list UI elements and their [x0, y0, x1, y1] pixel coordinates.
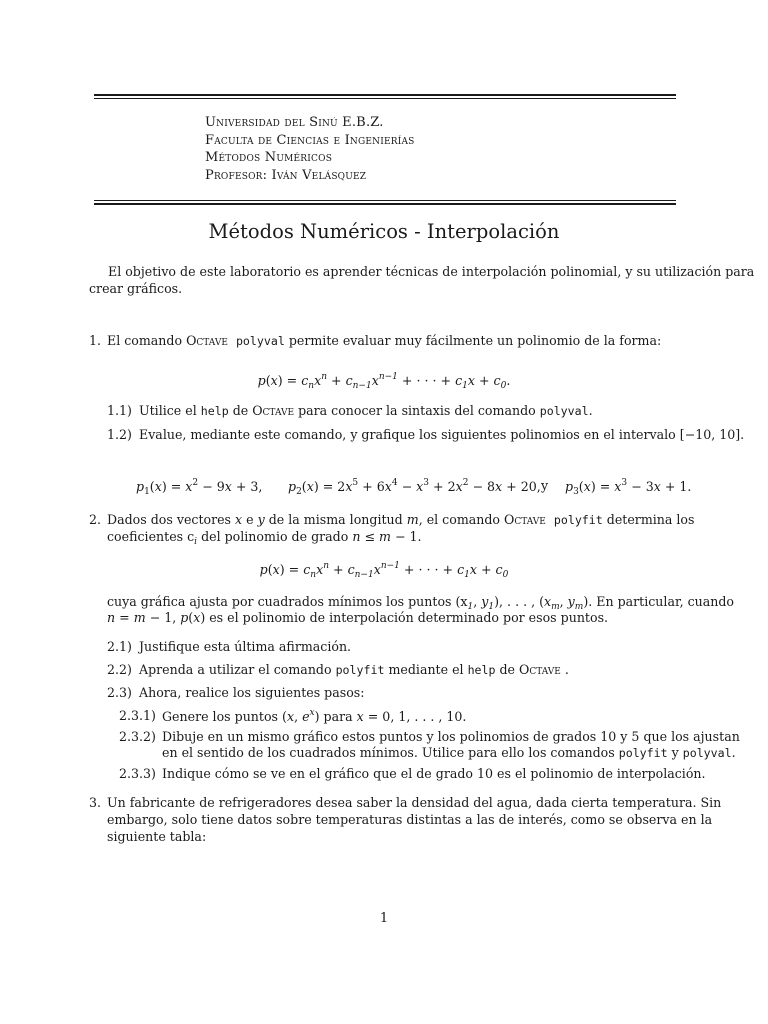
q1-polynomial-formula: $p(x) = c_nx^n + c_{n-1}x^{n-1}$ + · · · + $c_1x + c_0$. [257, 372, 511, 391]
top-rule-thin [94, 98, 676, 99]
q3-text-line-3: siguiente tabla: [107, 829, 207, 844]
q2-3-2-text-line-2: en el sentido de los cuadrados mínimos. Utilice para ello los comandos polyfit y polyval. [162, 745, 736, 760]
polynomial-p1: $p_1(x) = x^2 - 9x + 3$, [136, 478, 263, 497]
document-title: Métodos Numéricos - Interpolación [208, 220, 560, 243]
intro-line-1: El objetivo de este laboratorio es aprender técnicas de interpolación polinomial, y su utilización para [108, 264, 755, 279]
q1-1-text: Utilice el help de Octave para conocer la sintaxis del comando polyval. [139, 403, 593, 418]
q2-number: 2. [89, 512, 102, 527]
q2-text-line-2: coeficientes $c_i$ del polinomio de grado n ≤ m − 1. [107, 529, 422, 547]
q2-3-text: Ahora, realice los siguientes pasos: [139, 685, 365, 700]
q1-1-number: 1.1) [107, 403, 132, 418]
course-header [205, 114, 415, 184]
polynomial-p3: $p_3(x) = x^3 - 3x + 1$. [565, 478, 692, 497]
q2-after-line-2: n = m − 1, p(x) es el polinomio de interpolación determinado por esos puntos. [107, 610, 609, 625]
bottom-rule-thick [94, 203, 676, 205]
polynomial-connector: y [541, 478, 549, 493]
intro-line-2: crear gráficos. [89, 281, 183, 296]
q2-2-number: 2.2) [107, 662, 132, 677]
q1-2-text: Evalue, mediante este comando, y grafique los siguientes polinomios en el intervalo [−10, 10]. [139, 427, 745, 442]
q2-text-line-1: Dados dos vectores x e y de la misma longitud m, el comando Octave polyfit determina los [107, 512, 695, 527]
q2-1-text: Justifique esta última afirmación. [139, 639, 352, 654]
page-number: 1 [379, 911, 389, 926]
q2-3-1-text: Genere los puntos (x, $e^x$) para x = 0, 1, . . . , 10. [162, 708, 467, 724]
q2-after-line-1: cuya gráfica ajusta por cuadrados mínimos los puntos ($x_1$, $y_1$), . . . , ($x_m$, $y_m$). En particular, cuando [107, 594, 735, 612]
header-university: Universidad del Sinú E.B.Z. [205, 115, 384, 130]
q1-text: El comando Octave polyval permite evaluar muy fácilmente un polinomio de la forma: [107, 333, 662, 348]
q2-3-number: 2.3) [107, 685, 132, 700]
header-faculty: Faculta de Ciencias e Ingenierías [205, 132, 415, 148]
header-course: Métodos Numéricos [205, 150, 333, 165]
q2-3-3-number: 2.3.3) [119, 766, 156, 781]
q2-3-2-number: 2.3.2) [119, 729, 156, 744]
q1-number: 1. [89, 333, 102, 348]
q3-text-line-2: embargo, solo tiene datos sobre temperaturas distintas a las de interés, como se observa en la [107, 812, 713, 827]
q3-text-line-1: Un fabricante de refrigeradores desea saber la densidad del agua, dada cierta temperatura. Sin [107, 795, 722, 810]
q1-2-number: 1.2) [107, 427, 132, 442]
q2-3-3-text: Indique cómo se ve en el gráfico que el de grado 10 es el polinomio de interpolación. [162, 766, 706, 781]
polynomial-p2: $p_2(x) = 2x^5 + 6x^4 - x^3 + 2x^2 - 8x + 20$, [288, 478, 541, 497]
q2-1-number: 2.1) [107, 639, 132, 654]
bottom-rule-thin [94, 200, 676, 201]
q2-2-text: Aprenda a utilizar el comando polyfit mediante el help de Octave . [139, 662, 569, 677]
top-rule-thick [94, 94, 676, 96]
header-professor: Profesor: Iván Velásquez [205, 167, 367, 183]
q3-number: 3. [89, 795, 102, 810]
q2-3-1-number: 2.3.1) [119, 708, 156, 723]
q2-polynomial-formula: $p(x) = c_nx^n + c_{n-1}x^{n-1}$ + · · · + $c_1x + c_0$ [259, 561, 509, 580]
q2-command: polyfit [553, 513, 603, 527]
q1-command: polyval [235, 334, 285, 348]
q2-3-2-text-line-1: Dibuje en un mismo gráfico estos puntos y los polinomios de grados 10 y 5 que los ajustan [162, 729, 740, 744]
